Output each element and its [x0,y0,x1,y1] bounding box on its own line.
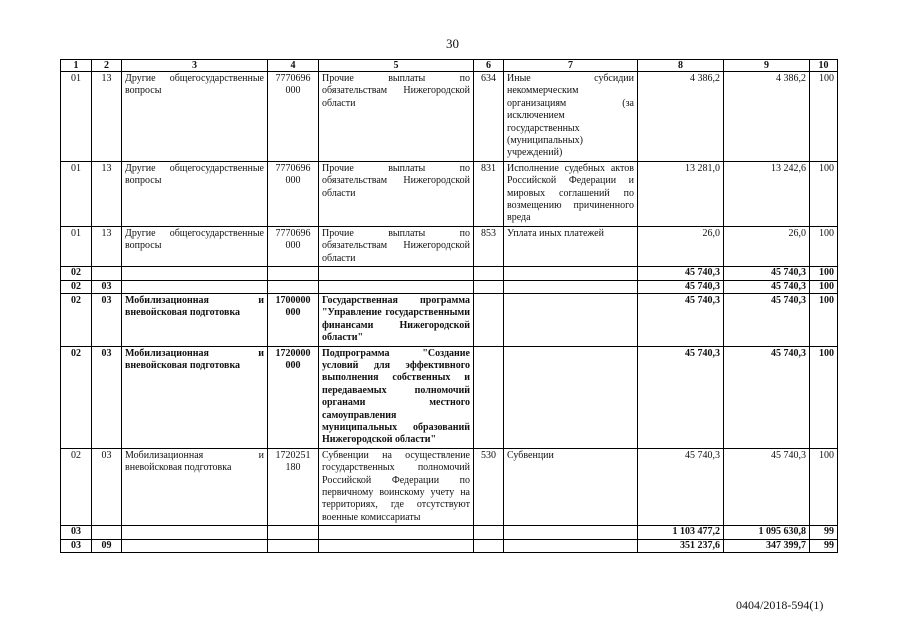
section-code: 03 [61,526,92,539]
target-article-name [319,539,474,552]
approved-amount: 4 386,2 [638,72,724,162]
column-header: 5 [319,60,474,72]
section-name: Мобилизационная и вневойсковая подготовка [122,448,268,525]
expense-type-code [474,526,504,539]
approved-amount: 1 103 477,2 [638,526,724,539]
column-header: 6 [474,60,504,72]
section-name [122,526,268,539]
target-article-code: 1720000 000 [268,346,319,448]
expense-type-name [504,526,638,539]
table-row [61,161,838,226]
subsection-code: 03 [92,448,122,525]
approved-amount: 45 740,3 [638,267,724,280]
executed-amount: 45 740,3 [724,293,810,346]
expense-type-name: Уплата иных платежей [504,226,638,266]
target-article-code [268,280,319,293]
expense-type-code [474,539,504,552]
expense-type-code [474,346,504,448]
expense-type-name: Субвенции [504,448,638,525]
section-name: Другие общегосударственные вопросы [122,161,268,226]
expense-type-code: 634 [474,72,504,162]
table-row [61,280,838,293]
subsection-code: 03 [92,293,122,346]
target-article-code: 7770696 000 [268,226,319,266]
column-header: 1 [61,60,92,72]
subsection-code: 03 [92,346,122,448]
target-article-name: Государственная программа "Управление государственными финансами Нижегородской области" [319,293,474,346]
expense-type-name: Иные субсидии некоммерческим организациям (за исключением государственных (муниципальных) учреждений) [504,72,638,162]
column-header: 7 [504,60,638,72]
table-body [61,72,838,553]
table-row [61,72,838,162]
section-code: 01 [61,226,92,266]
table-row [61,448,838,525]
expense-type-code [474,267,504,280]
section-code: 03 [61,539,92,552]
section-code: 02 [61,267,92,280]
target-article-name: Субвенции на осуществление государственных полномочий Российской Федерации по первичному воинскому учету на территориях, где отсутствуют военные комиссариаты [319,448,474,525]
execution-percent: 100 [810,346,838,448]
column-header: 8 [638,60,724,72]
target-article-name: Подпрограмма "Создание условий для эффективного выполнения собственных и передаваемых полномочий органами местного самоуправления муниципальных образований Нижегородской области" [319,346,474,448]
column-header: 9 [724,60,810,72]
target-article-code [268,539,319,552]
header-row [61,60,838,72]
table-row [61,346,838,448]
subsection-code: 13 [92,161,122,226]
execution-percent: 100 [810,72,838,162]
subsection-code: 13 [92,72,122,162]
approved-amount: 45 740,3 [638,280,724,293]
expense-type-name [504,539,638,552]
execution-percent: 99 [810,539,838,552]
approved-amount: 26,0 [638,226,724,266]
column-header: 10 [810,60,838,72]
execution-percent: 100 [810,161,838,226]
section-name [122,539,268,552]
section-code: 02 [61,448,92,525]
column-header: 3 [122,60,268,72]
subsection-code: 09 [92,539,122,552]
table-row [61,267,838,280]
target-article-name: Прочие выплаты по обязательствам Нижегородской области [319,161,474,226]
table-row [61,226,838,266]
target-article-code [268,267,319,280]
target-article-code: 1720251 180 [268,448,319,525]
expense-type-code: 530 [474,448,504,525]
expense-type-code [474,280,504,293]
section-name: Другие общегосударственные вопросы [122,226,268,266]
execution-percent: 99 [810,526,838,539]
expense-type-name [504,346,638,448]
target-article-name [319,526,474,539]
subsection-code [92,267,122,280]
executed-amount: 45 740,3 [724,448,810,525]
subsection-code: 03 [92,280,122,293]
section-name: Другие общегосударственные вопросы [122,72,268,162]
section-code: 02 [61,280,92,293]
section-name: Мобилизационная и вневойсковая подготовка [122,346,268,448]
expense-type-code: 853 [474,226,504,266]
table-row [61,293,838,346]
table-row [61,539,838,552]
target-article-name [319,280,474,293]
execution-percent: 100 [810,448,838,525]
approved-amount: 45 740,3 [638,293,724,346]
executed-amount: 1 095 630,8 [724,526,810,539]
section-name [122,267,268,280]
budget-table [60,59,838,553]
expense-type-name [504,267,638,280]
subsection-code: 13 [92,226,122,266]
approved-amount: 45 740,3 [638,448,724,525]
target-article-code [268,526,319,539]
executed-amount: 45 740,3 [724,346,810,448]
page-number: 30 [446,36,459,51]
column-header: 4 [268,60,319,72]
expense-type-name [504,293,638,346]
section-code: 01 [61,72,92,162]
target-article-code: 7770696 000 [268,161,319,226]
column-header: 2 [92,60,122,72]
target-article-name: Прочие выплаты по обязательствам Нижегородской области [319,72,474,162]
approved-amount: 13 281,0 [638,161,724,226]
executed-amount: 13 242,6 [724,161,810,226]
expense-type-name [504,280,638,293]
section-code: 01 [61,161,92,226]
executed-amount: 45 740,3 [724,267,810,280]
section-code: 02 [61,293,92,346]
execution-percent: 100 [810,293,838,346]
expense-type-name: Исполнение судебных актов Российской Федерации и мировых соглашений по возмещению причиненного вреда [504,161,638,226]
target-article-code: 7770696 000 [268,72,319,162]
execution-percent: 100 [810,267,838,280]
executed-amount: 45 740,3 [724,280,810,293]
approved-amount: 351 237,6 [638,539,724,552]
approved-amount: 45 740,3 [638,346,724,448]
target-article-code: 1700000 000 [268,293,319,346]
executed-amount: 347 399,7 [724,539,810,552]
subsection-code [92,526,122,539]
target-article-name [319,267,474,280]
expense-type-code: 831 [474,161,504,226]
document-code: 0404/2018-594(1) [736,598,824,612]
target-article-name: Прочие выплаты по обязательствам Нижегородской области [319,226,474,266]
section-name: Мобилизационная и вневойсковая подготовка [122,293,268,346]
section-name [122,280,268,293]
table-row [61,526,838,539]
executed-amount: 26,0 [724,226,810,266]
execution-percent: 100 [810,280,838,293]
expense-type-code [474,293,504,346]
section-code: 02 [61,346,92,448]
execution-percent: 100 [810,226,838,266]
executed-amount: 4 386,2 [724,72,810,162]
